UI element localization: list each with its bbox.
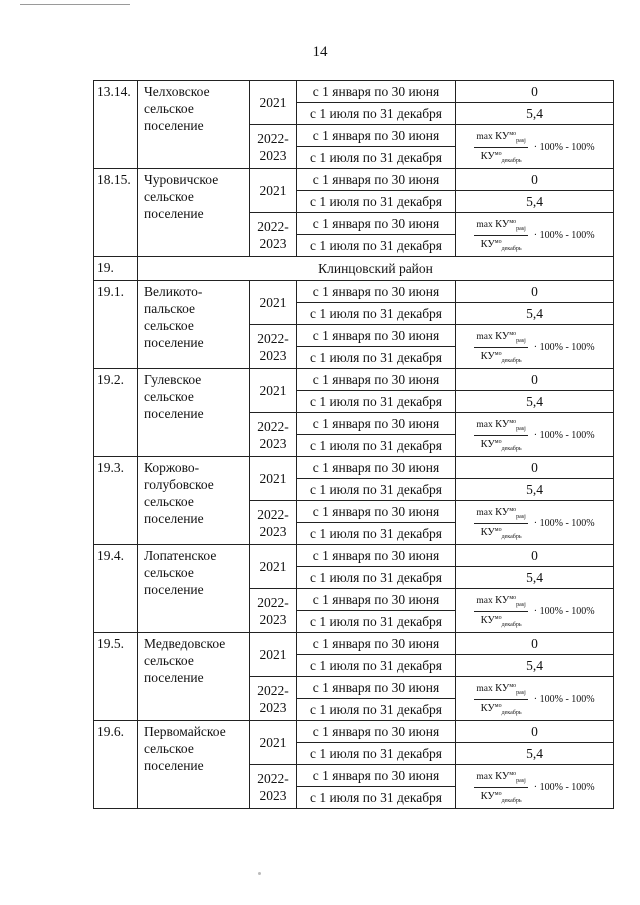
formula-cell <box>456 677 614 721</box>
formula-fraction <box>474 593 527 630</box>
formula-sub: pasj <box>516 426 526 433</box>
period-cell: с 1 января по 30 июня <box>297 325 456 347</box>
formula-ku: КУ <box>495 331 510 343</box>
formula-numerator <box>474 417 527 436</box>
year-cell: 2021 <box>250 457 297 501</box>
period-cell: с 1 июля по 31 декабря <box>297 391 456 413</box>
cell-line: 2023 <box>259 699 287 715</box>
cell-line: 2022- <box>257 218 289 234</box>
formula-cell <box>456 325 614 369</box>
formula-sub: pasj <box>516 602 526 609</box>
formula-ku: КУ <box>480 527 495 539</box>
formula-sub: декабрь <box>501 358 522 365</box>
cell-line: 2023 <box>259 611 287 627</box>
formula-ku: КУ <box>480 791 495 803</box>
period-cell: с 1 июля по 31 декабря <box>297 479 456 501</box>
period-cell: с 1 июля по 31 декабря <box>297 235 456 257</box>
formula-ku: КУ <box>495 219 510 231</box>
formula-cell <box>456 213 614 257</box>
formula-sup: мо <box>509 331 517 338</box>
formula-tail: · 100% - 100% <box>533 606 595 618</box>
formula-sup: мо <box>494 527 502 534</box>
formula-sup: мо <box>494 351 502 358</box>
formula-sup: мо <box>509 683 517 690</box>
formula-sup: мо <box>494 703 502 710</box>
period-cell: с 1 июля по 31 декабря <box>297 611 456 633</box>
formula-denominator <box>481 612 522 630</box>
period-cell: с 1 января по 30 июня <box>297 589 456 611</box>
formula-sup: мо <box>509 131 517 138</box>
cell-line: поселение <box>144 582 204 597</box>
value-cell: 5,4 <box>456 743 614 765</box>
formula-numerator <box>474 217 527 236</box>
formula-fraction <box>474 505 527 542</box>
year-range-cell <box>250 413 297 457</box>
formula-fraction <box>474 769 527 806</box>
cell-line: сельское <box>144 565 194 580</box>
settlement-name <box>138 545 250 633</box>
formula-ku: КУ <box>480 615 495 627</box>
formula-cell <box>456 589 614 633</box>
period-cell: с 1 января по 30 июня <box>297 213 456 235</box>
period-cell: с 1 июля по 31 декабря <box>297 191 456 213</box>
formula-ku: КУ <box>495 131 510 143</box>
period-cell: с 1 января по 30 июня <box>297 765 456 787</box>
period-cell: с 1 января по 30 июня <box>297 81 456 103</box>
value-cell: 0 <box>456 633 614 655</box>
formula-sub: pasj <box>516 514 526 521</box>
value-cell: 0 <box>456 169 614 191</box>
period-cell: с 1 июля по 31 декабря <box>297 103 456 125</box>
year-cell: 2021 <box>250 721 297 765</box>
formula-sup: мо <box>509 219 517 226</box>
formula-cell <box>456 501 614 545</box>
row-number: 19.2. <box>94 369 138 457</box>
formula-sup: мо <box>509 595 517 602</box>
period-cell: с 1 января по 30 июня <box>297 457 456 479</box>
formula-sub: pasj <box>516 690 526 697</box>
scan-speck <box>258 872 261 875</box>
table-row <box>94 369 614 391</box>
table-body <box>94 81 614 809</box>
formula-denominator <box>481 436 522 454</box>
year-cell: 2021 <box>250 545 297 589</box>
cell-line: 2022- <box>257 594 289 610</box>
value-cell: 0 <box>456 281 614 303</box>
period-cell: с 1 января по 30 июня <box>297 677 456 699</box>
formula-numerator <box>474 593 527 612</box>
tariff-table <box>93 80 614 809</box>
formula-ku: КУ <box>480 239 495 251</box>
period-cell: с 1 января по 30 июня <box>297 125 456 147</box>
district-number: 19. <box>94 257 138 281</box>
cell-line: 2023 <box>259 523 287 539</box>
formula-sub: декабрь <box>501 622 522 629</box>
formula-sub: декабрь <box>501 534 522 541</box>
formula <box>474 769 594 806</box>
formula-sub: pasj <box>516 778 526 785</box>
formula-sup: мо <box>494 439 502 446</box>
formula-ku: КУ <box>495 771 510 783</box>
period-cell: с 1 июля по 31 декабря <box>297 523 456 545</box>
formula-tail: · 100% - 100% <box>533 430 595 442</box>
settlement-name <box>138 721 250 809</box>
year-range-cell <box>250 125 297 169</box>
table-row <box>94 81 614 103</box>
year-range-cell <box>250 589 297 633</box>
period-cell: с 1 января по 30 июня <box>297 545 456 567</box>
formula-ku: КУ <box>480 351 495 363</box>
formula <box>474 329 594 366</box>
formula-max: max <box>476 772 493 783</box>
period-cell: с 1 июля по 31 декабря <box>297 699 456 721</box>
cell-line: Гулевское <box>144 372 202 387</box>
year-range-cell <box>250 213 297 257</box>
year-cell: 2021 <box>250 169 297 213</box>
formula-sub: декабрь <box>501 246 522 253</box>
formula-ku: КУ <box>495 595 510 607</box>
formula-max: max <box>476 596 493 607</box>
table-row <box>94 281 614 303</box>
formula-numerator <box>474 129 527 148</box>
period-cell: с 1 июля по 31 декабря <box>297 743 456 765</box>
settlement-name <box>138 81 250 169</box>
period-cell: с 1 января по 30 июня <box>297 721 456 743</box>
row-number: 19.5. <box>94 633 138 721</box>
formula-max: max <box>476 220 493 231</box>
cell-line: пальское <box>144 301 196 316</box>
value-cell: 5,4 <box>456 567 614 589</box>
formula-sub: pasj <box>516 338 526 345</box>
value-cell: 0 <box>456 721 614 743</box>
formula-numerator <box>474 505 527 524</box>
district-row <box>94 257 614 281</box>
year-range-cell <box>250 325 297 369</box>
value-cell: 5,4 <box>456 191 614 213</box>
period-cell: с 1 июля по 31 декабря <box>297 303 456 325</box>
formula-fraction <box>474 329 527 366</box>
formula-fraction <box>474 417 527 454</box>
period-cell: с 1 января по 30 июня <box>297 281 456 303</box>
formula-fraction <box>474 129 527 166</box>
value-cell: 5,4 <box>456 303 614 325</box>
formula-sub: декабрь <box>501 446 522 453</box>
period-cell: с 1 июля по 31 декабря <box>297 655 456 677</box>
cell-line: 2023 <box>259 147 287 163</box>
period-cell: с 1 июля по 31 декабря <box>297 347 456 369</box>
cell-line: 2023 <box>259 347 287 363</box>
value-cell: 5,4 <box>456 479 614 501</box>
row-number: 19.4. <box>94 545 138 633</box>
period-cell: с 1 июля по 31 декабря <box>297 435 456 457</box>
value-cell: 5,4 <box>456 103 614 125</box>
value-cell: 5,4 <box>456 391 614 413</box>
formula-ku: КУ <box>480 151 495 163</box>
formula-sub: декабрь <box>501 710 522 717</box>
cell-line: сельское <box>144 741 194 756</box>
year-cell: 2021 <box>250 81 297 125</box>
formula-max: max <box>476 332 493 343</box>
formula-sub: декабрь <box>501 798 522 805</box>
formula-max: max <box>476 132 493 143</box>
formula-sup: мо <box>494 791 502 798</box>
formula-numerator <box>474 329 527 348</box>
settlement-name <box>138 633 250 721</box>
period-cell: с 1 января по 30 июня <box>297 169 456 191</box>
formula-cell <box>456 125 614 169</box>
period-cell: с 1 января по 30 июня <box>297 369 456 391</box>
period-cell: с 1 января по 30 июня <box>297 413 456 435</box>
cell-line: поселение <box>144 206 204 221</box>
cell-line: сельское <box>144 189 194 204</box>
top-edge-line <box>20 4 130 5</box>
period-cell: с 1 июля по 31 декабря <box>297 567 456 589</box>
period-cell: с 1 июля по 31 декабря <box>297 787 456 809</box>
formula <box>474 593 594 630</box>
formula-tail: · 100% - 100% <box>533 694 595 706</box>
formula-cell <box>456 413 614 457</box>
row-number: 19.3. <box>94 457 138 545</box>
cell-line: Коржово- <box>144 460 200 475</box>
formula-sup: мо <box>509 507 517 514</box>
year-range-cell <box>250 501 297 545</box>
formula-numerator <box>474 681 527 700</box>
formula-numerator <box>474 769 527 788</box>
cell-line: 2022- <box>257 506 289 522</box>
formula-tail: · 100% - 100% <box>533 782 595 794</box>
formula-ku: КУ <box>480 703 495 715</box>
formula <box>474 129 594 166</box>
formula-ku: КУ <box>480 439 495 451</box>
formula-sub: pasj <box>516 226 526 233</box>
cell-line: поселение <box>144 758 204 773</box>
year-range-cell <box>250 677 297 721</box>
formula-sup: мо <box>494 151 502 158</box>
cell-line: Чуровичское <box>144 172 219 187</box>
cell-line: Лопатенское <box>144 548 217 563</box>
settlement-name <box>138 369 250 457</box>
cell-line: сельское <box>144 494 194 509</box>
row-number: 18.15. <box>94 169 138 257</box>
year-cell: 2021 <box>250 369 297 413</box>
cell-line: 2023 <box>259 435 287 451</box>
table-row <box>94 633 614 655</box>
formula-tail: · 100% - 100% <box>533 518 595 530</box>
row-number: 19.6. <box>94 721 138 809</box>
formula-max: max <box>476 684 493 695</box>
formula-sup: мо <box>494 239 502 246</box>
row-number: 13.14. <box>94 81 138 169</box>
value-cell: 0 <box>456 81 614 103</box>
formula <box>474 505 594 542</box>
period-cell: с 1 июля по 31 декабря <box>297 147 456 169</box>
formula-denominator <box>481 524 522 542</box>
formula-denominator <box>481 348 522 366</box>
formula-denominator <box>481 148 522 166</box>
formula-sup: мо <box>494 615 502 622</box>
table-row <box>94 169 614 191</box>
cell-line: Первомайское <box>144 724 226 739</box>
value-cell: 0 <box>456 457 614 479</box>
period-cell: с 1 января по 30 июня <box>297 501 456 523</box>
cell-line: 2022- <box>257 130 289 146</box>
formula-sub: декабрь <box>501 158 522 165</box>
district-name: Клинцовский район <box>138 257 614 281</box>
table-row <box>94 545 614 567</box>
cell-line: сельское <box>144 101 194 116</box>
cell-line: поселение <box>144 118 204 133</box>
cell-line: голубовское <box>144 477 214 492</box>
cell-line: поселение <box>144 335 204 350</box>
cell-line: сельское <box>144 653 194 668</box>
formula <box>474 417 594 454</box>
cell-line: Медведовское <box>144 636 226 651</box>
formula-ku: КУ <box>495 507 510 519</box>
formula-cell <box>456 765 614 809</box>
formula-fraction <box>474 681 527 718</box>
cell-line: 2022- <box>257 418 289 434</box>
formula <box>474 217 594 254</box>
formula <box>474 681 594 718</box>
cell-line: 2022- <box>257 770 289 786</box>
formula-sub: pasj <box>516 138 526 145</box>
cell-line: поселение <box>144 406 204 421</box>
table-row <box>94 457 614 479</box>
cell-line: 2022- <box>257 682 289 698</box>
cell-line: поселение <box>144 670 204 685</box>
cell-line: Великото- <box>144 284 203 299</box>
formula-max: max <box>476 508 493 519</box>
settlement-name <box>138 281 250 369</box>
formula-tail: · 100% - 100% <box>533 342 595 354</box>
cell-line: 2022- <box>257 330 289 346</box>
year-cell: 2021 <box>250 281 297 325</box>
cell-line: Челховское <box>144 84 210 99</box>
formula-tail: · 100% - 100% <box>533 230 595 242</box>
formula-sup: мо <box>509 419 517 426</box>
formula-tail: · 100% - 100% <box>533 142 595 154</box>
cell-line: сельское <box>144 389 194 404</box>
cell-line: 2023 <box>259 787 287 803</box>
value-cell: 5,4 <box>456 655 614 677</box>
year-cell: 2021 <box>250 633 297 677</box>
period-cell: с 1 января по 30 июня <box>297 633 456 655</box>
cell-line: сельское <box>144 318 194 333</box>
formula-denominator <box>481 788 522 806</box>
settlement-name <box>138 169 250 257</box>
value-cell: 0 <box>456 545 614 567</box>
formula-fraction <box>474 217 527 254</box>
value-cell: 0 <box>456 369 614 391</box>
row-number: 19.1. <box>94 281 138 369</box>
formula-sup: мо <box>509 771 517 778</box>
formula-ku: КУ <box>495 683 510 695</box>
year-range-cell <box>250 765 297 809</box>
cell-line: поселение <box>144 511 204 526</box>
formula-denominator <box>481 236 522 254</box>
settlement-name <box>138 457 250 545</box>
cell-line: 2023 <box>259 235 287 251</box>
page-number: 14 <box>312 44 328 60</box>
formula-max: max <box>476 420 493 431</box>
formula-denominator <box>481 700 522 718</box>
formula-ku: КУ <box>495 419 510 431</box>
table-row <box>94 721 614 743</box>
